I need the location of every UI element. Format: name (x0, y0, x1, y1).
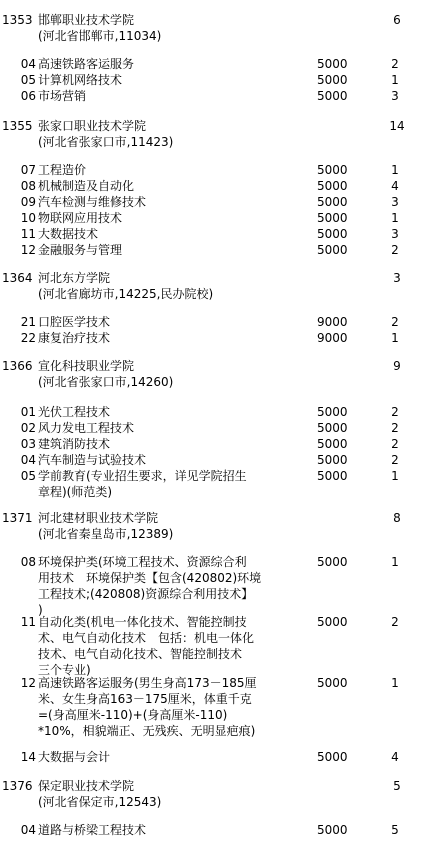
major-name-continuation (0, 707, 437, 723)
school-code: 1364 (2, 271, 33, 285)
major-code: 04 (20, 453, 36, 467)
major-row (0, 162, 437, 178)
major-name-line: 三个专业) (38, 663, 91, 677)
tuition-fee: 5000 (317, 163, 348, 177)
school-row (0, 270, 437, 286)
major-code: 05 (20, 469, 36, 483)
major-name: 计算机网络技术 (38, 73, 123, 87)
major-code: 06 (20, 89, 36, 103)
major-name: 道路与桥梁工程技术 (38, 823, 147, 837)
major-row (0, 404, 437, 420)
major-code: 22 (20, 331, 36, 345)
major-quota: 1 (391, 676, 399, 690)
major-quota: 4 (391, 179, 399, 193)
tuition-fee: 5000 (317, 227, 348, 241)
major-name-line: ) (38, 603, 43, 617)
major-code: 03 (20, 437, 36, 451)
major-name: 康复治疗技术 (38, 331, 111, 345)
major-name-line: 章程)(师范类) (38, 485, 113, 499)
major-name: 学前教育(专业招生要求，详见学院招生 (38, 469, 247, 483)
school-location: (河北省秦皇岛市,12389) (38, 527, 174, 541)
major-name: 大数据技术 (38, 227, 99, 241)
school-name: 宣化科技职业学院 (38, 359, 135, 373)
major-quota: 2 (391, 421, 399, 435)
school-code: 1371 (2, 511, 33, 525)
tuition-fee: 5000 (317, 195, 348, 209)
major-name-line: 米、女生身高163－175厘米，体重千克 (38, 692, 252, 706)
major-code: 05 (20, 73, 36, 87)
school-location: (河北省张家口市,11423) (38, 135, 174, 149)
major-code: 21 (20, 315, 36, 329)
major-quota: 2 (391, 437, 399, 451)
tuition-fee: 5000 (317, 179, 348, 193)
school-location-row (0, 286, 437, 302)
major-row (0, 436, 437, 452)
major-quota: 1 (391, 163, 399, 177)
school-location-row (0, 134, 437, 150)
school-code: 1355 (2, 119, 33, 133)
tuition-fee: 5000 (317, 676, 348, 690)
major-quota: 1 (391, 469, 399, 483)
major-name: 建筑消防技术 (38, 437, 111, 451)
major-row (0, 420, 437, 436)
major-code: 08 (20, 179, 36, 193)
school-name: 河北建材职业技术学院 (38, 511, 159, 525)
tuition-fee: 9000 (317, 331, 348, 345)
major-code: 02 (20, 421, 36, 435)
major-quota: 2 (391, 405, 399, 419)
school-code: 1353 (2, 13, 33, 27)
school-name: 保定职业技术学院 (38, 779, 135, 793)
major-name-line: 用技术 环境保护类【包含(420802)环境 (38, 571, 262, 585)
major-row (0, 178, 437, 194)
major-name: 高速铁路客运服务(男生身高173－185厘 (38, 676, 257, 690)
school-code: 1376 (2, 779, 33, 793)
school-name: 张家口职业技术学院 (38, 119, 147, 133)
major-name: 环境保护类(环境工程技术、资源综合利 (38, 555, 247, 569)
major-code: 11 (20, 615, 36, 629)
major-quota: 3 (391, 227, 399, 241)
school-name: 河北东方学院 (38, 271, 111, 285)
tuition-fee: 5000 (317, 469, 348, 483)
major-code: 07 (20, 163, 36, 177)
school-location: (河北省邯郸市,11034) (38, 29, 162, 43)
major-name: 市场营销 (38, 89, 87, 103)
major-row (0, 226, 437, 242)
tuition-fee: 5000 (317, 823, 348, 837)
major-name-line: 工程技术;(420808)资源综合利用技术】 (38, 587, 254, 601)
major-name-continuation (0, 630, 437, 646)
major-code: 04 (20, 57, 36, 71)
school-quota: 9 (393, 359, 401, 373)
major-name: 口腔医学技术 (38, 315, 111, 329)
major-quota: 1 (391, 73, 399, 87)
major-row (0, 452, 437, 468)
major-row (0, 72, 437, 88)
major-name-line: =(身高厘米-110)+(身高厘米-110) (38, 708, 228, 722)
major-name: 机械制造及自动化 (38, 179, 135, 193)
major-name-continuation (0, 484, 437, 500)
school-row (0, 118, 437, 134)
major-name: 高速铁路客运服务 (38, 57, 135, 71)
major-quota: 2 (391, 57, 399, 71)
major-quota: 2 (391, 615, 399, 629)
major-quota: 2 (391, 243, 399, 257)
school-location: (河北省保定市,12543) (38, 795, 162, 809)
school-quota: 5 (393, 779, 401, 793)
major-code: 09 (20, 195, 36, 209)
tuition-fee: 5000 (317, 57, 348, 71)
major-row (0, 468, 437, 484)
tuition-fee: 5000 (317, 437, 348, 451)
major-quota: 5 (391, 823, 399, 837)
major-name: 金融服务与管理 (38, 243, 123, 257)
school-row (0, 12, 437, 28)
major-row (0, 749, 437, 765)
major-name: 工程造价 (38, 163, 87, 177)
tuition-fee: 5000 (317, 89, 348, 103)
school-location-row (0, 28, 437, 44)
major-code: 14 (20, 750, 36, 764)
tuition-fee: 9000 (317, 315, 348, 329)
major-name-continuation (0, 570, 437, 586)
school-row (0, 358, 437, 374)
tuition-fee: 5000 (317, 73, 348, 87)
major-row (0, 554, 437, 570)
major-row (0, 614, 437, 630)
tuition-fee: 5000 (317, 405, 348, 419)
major-quota: 1 (391, 555, 399, 569)
major-quota: 3 (391, 89, 399, 103)
major-name-line: *10%，相貌端正、无残疾、无明显疤痕) (38, 724, 256, 738)
school-location-row (0, 794, 437, 810)
major-code: 01 (20, 405, 36, 419)
major-quota: 1 (391, 211, 399, 225)
tuition-fee: 5000 (317, 555, 348, 569)
major-name-line: 技术、电气自动化技术、智能控制技术 (38, 647, 243, 661)
major-name: 大数据与会计 (38, 750, 111, 764)
major-name-line: 术、电气自动化技术 包括：机电一体化 (38, 631, 255, 645)
major-row (0, 675, 437, 691)
tuition-fee: 5000 (317, 243, 348, 257)
major-row (0, 330, 437, 346)
major-row (0, 822, 437, 838)
tuition-fee: 5000 (317, 750, 348, 764)
school-name: 邯郸职业技术学院 (38, 13, 135, 27)
school-quota: 3 (393, 271, 401, 285)
major-name: 物联网应用技术 (38, 211, 123, 225)
school-location-row (0, 374, 437, 390)
major-quota: 3 (391, 195, 399, 209)
tuition-fee: 5000 (317, 211, 348, 225)
major-name-continuation (0, 691, 437, 707)
school-location-row (0, 526, 437, 542)
major-code: 04 (20, 823, 36, 837)
major-quota: 2 (391, 315, 399, 329)
major-code: 11 (20, 227, 36, 241)
major-name-continuation (0, 646, 437, 662)
major-row (0, 88, 437, 104)
school-quota: 6 (393, 13, 401, 27)
tuition-fee: 5000 (317, 453, 348, 467)
tuition-fee: 5000 (317, 421, 348, 435)
major-row (0, 314, 437, 330)
major-name: 汽车制造与试验技术 (38, 453, 147, 467)
major-code: 08 (20, 555, 36, 569)
school-quota: 14 (389, 119, 405, 133)
major-name: 风力发电工程技术 (38, 421, 135, 435)
tuition-fee: 5000 (317, 615, 348, 629)
major-quota: 4 (391, 750, 399, 764)
major-row (0, 194, 437, 210)
major-row (0, 56, 437, 72)
school-row (0, 778, 437, 794)
school-code: 1366 (2, 359, 33, 373)
major-code: 10 (20, 211, 36, 225)
school-quota: 8 (393, 511, 401, 525)
major-name: 汽车检测与维修技术 (38, 195, 147, 209)
major-quota: 2 (391, 453, 399, 467)
major-code: 12 (20, 676, 36, 690)
school-row (0, 510, 437, 526)
major-row (0, 242, 437, 258)
major-quota: 1 (391, 331, 399, 345)
school-location: (河北省廊坊市,14225,民办院校) (38, 287, 214, 301)
school-location: (河北省张家口市,14260) (38, 375, 174, 389)
major-name-continuation (0, 723, 437, 739)
major-name: 自动化类(机电一体化技术、智能控制技 (38, 615, 247, 629)
major-code: 12 (20, 243, 36, 257)
major-row (0, 210, 437, 226)
major-name: 光伏工程技术 (38, 405, 111, 419)
major-name-continuation (0, 586, 437, 602)
